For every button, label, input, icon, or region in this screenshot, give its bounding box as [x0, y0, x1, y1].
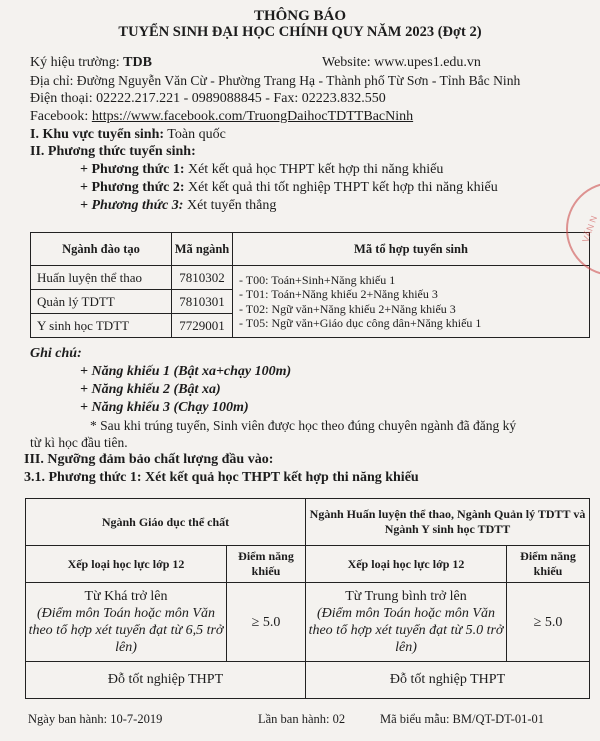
note-item: + Năng khiếu 3 (Chạy 100m) [80, 400, 249, 415]
left-group-header: Ngành Giáo dục thể chất [26, 499, 306, 546]
form-code: Mã biểu mẫu: BM/QT-DT-01-01 [380, 712, 544, 726]
school-code-label: Ký hiệu trường: [30, 55, 124, 70]
right-rank-main: Từ Trung bình trở lên [345, 589, 467, 604]
facebook-line [30, 109, 413, 125]
combo-item: - T05: Ngữ văn+Giáo dục công dân+Năng khiếu 1 [239, 316, 482, 330]
quality-table [25, 498, 590, 699]
col-score: Điểm năng khiếu [507, 546, 590, 583]
section2-label: II. Phương thức tuyển sinh: [30, 144, 196, 159]
right-footer: Đỗ tốt nghiệp THPT [306, 662, 590, 699]
major-code: 7729001 [172, 314, 233, 338]
right-rank-cell [306, 583, 507, 662]
school-code-value: TDB [123, 55, 152, 70]
method-1: + Phương thức 1: Xét kết quả học THPT kết hợp thi năng khiếu [80, 162, 444, 177]
section1-line [30, 127, 226, 143]
doc-subtitle: TUYỂN SINH ĐẠI HỌC CHÍNH QUY NĂM 2023 (Đợt 2) [118, 24, 482, 40]
doc-title: THÔNG BÁO [253, 8, 347, 24]
major-code: 7810301 [172, 290, 233, 314]
note-extra: * Sau khi trúng tuyển, Sinh viên được học theo đúng chuyên ngành đã đăng ký [90, 418, 517, 433]
major-name: Quản lý TDTT [31, 290, 172, 314]
combo-item: - T00: Toán+Sinh+Năng khiếu 1 [239, 272, 396, 287]
col-rank: Xếp loại học lực lớp 12 [26, 546, 227, 583]
left-rank-main: Từ Khá trở lên [84, 589, 168, 604]
right-rank-note: (Điểm môn Toán hoặc môn Văn theo tổ hợp xét tuyển đạt từ 5.0 trở lên) [308, 606, 504, 655]
section1-label: I. Khu vực tuyển sinh: [30, 127, 165, 142]
left-footer: Đỗ tốt nghiệp THPT [26, 662, 306, 699]
issue-date: Ngày ban hành: 10-7-2019 [28, 712, 163, 726]
school-code-line [30, 55, 152, 71]
combo-item: - T01: Toán+Năng khiếu 2+Năng khiếu 3 [239, 287, 438, 301]
col-score: Điểm năng khiếu [227, 546, 306, 583]
stamp-seal: VĂN N [566, 182, 600, 276]
section3-label: III. Ngưỡng đảm bảo chất lượng đầu vào: [24, 452, 274, 467]
major-name: Y sinh học TDTT [31, 314, 172, 338]
note-item: + Năng khiếu 2 (Bật xa) [80, 382, 221, 397]
method-2: + Phương thức 2: Xét kết quả thi tốt nghiệp THPT kết hợp thi năng khiếu [80, 180, 498, 195]
method-3: + Phương thức 3: Xét tuyển thẳng [80, 198, 277, 213]
section1-value: Toàn quốc [164, 127, 226, 142]
right-score: ≥ 5.0 [507, 583, 590, 662]
facebook-label: Facebook: [30, 109, 92, 124]
header-major: Ngành đào tạo [31, 233, 172, 266]
col-rank: Xếp loại học lực lớp 12 [306, 546, 507, 583]
left-rank-cell [26, 583, 227, 662]
note-extra-cont: từ kì học đầu tiên. [30, 435, 128, 450]
notes-label: Ghi chú: [30, 346, 82, 361]
note-item: + Năng khiếu 1 (Bật xa+chạy 100m) [80, 364, 292, 379]
left-rank-note: (Điểm môn Toán hoặc môn Văn theo tổ hợp xét tuyển đạt từ 6,5 trở lên) [28, 606, 224, 655]
combo-item: - T02: Ngữ văn+Năng khiếu 2+Năng khiếu 3 [239, 301, 456, 316]
header-major-code: Mã ngành [172, 233, 233, 266]
major-name: Huấn luyện thể thao [31, 266, 172, 290]
majors-table [30, 232, 590, 338]
section3-sub: 3.1. Phương thức 1: Xét kết quả học THPT kết hợp thi năng khiếu [24, 470, 419, 485]
facebook-link[interactable]: https://www.facebook.com/TruongDaihocTDTTBacNinh [91, 109, 414, 124]
website-line: Website: www.upes1.edu.vn [322, 55, 481, 70]
header-combo: Mã tổ hợp tuyển sinh [233, 233, 590, 266]
major-code: 7810302 [172, 266, 233, 290]
table-row [31, 266, 590, 290]
left-score: ≥ 5.0 [227, 583, 306, 662]
address-line: Địa chỉ: Đường Nguyễn Văn Cừ - Phường Trang Hạ - Thành phố Từ Sơn - Tỉnh Bắc Ninh [30, 73, 521, 88]
right-group-header: Ngành Huấn luyện thể thao, Ngành Quản lý TDTT và Ngành Y sinh học TDTT [306, 499, 590, 546]
issue-number: Lần ban hành: 02 [258, 712, 346, 726]
phone-line: Điện thoại: 02222.217.221 - 0989088845 - Fax: 02223.832.550 [30, 91, 386, 106]
combo-list [233, 266, 590, 338]
